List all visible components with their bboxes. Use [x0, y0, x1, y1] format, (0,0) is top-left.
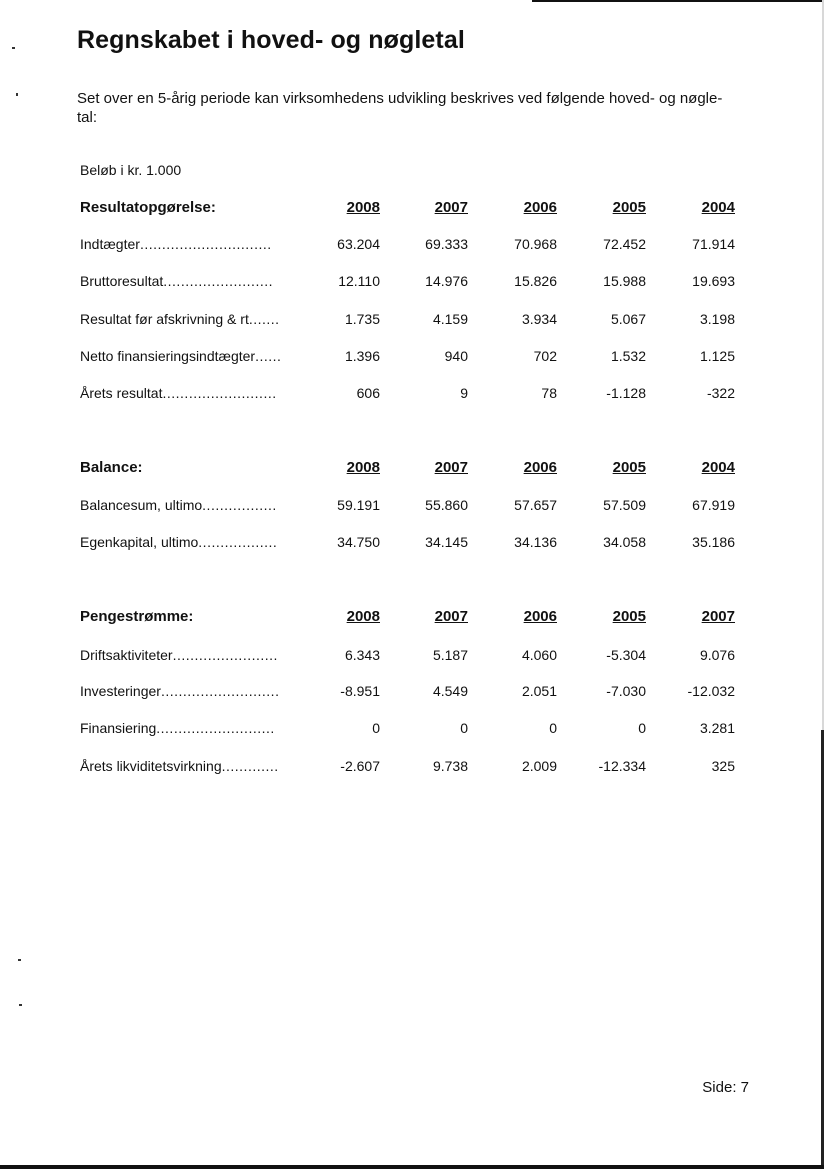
row-label: Årets likviditetsvirkning.............: [80, 758, 279, 774]
year-header: 2008: [346, 459, 380, 476]
cell-value: 6.343: [344, 647, 380, 663]
row-label: Egenkapital, ultimo..................: [80, 534, 278, 550]
cell-value: 3.934: [521, 311, 557, 327]
cell-value: 34.136: [514, 534, 557, 550]
row-label: Årets resultat..........................: [80, 385, 277, 401]
section-heading: Balance:: [80, 459, 143, 476]
year-header: 2004: [701, 199, 735, 216]
cell-value: -322: [706, 385, 735, 401]
year-header: 2008: [346, 608, 380, 625]
cell-value: 3.198: [699, 311, 735, 327]
cell-value: 57.657: [514, 497, 557, 513]
cell-value: 1.125: [699, 348, 735, 364]
cell-value: 9: [460, 385, 468, 401]
row-label: Resultat før afskrivning & rt.......: [80, 311, 280, 327]
year-header: 2007: [701, 608, 735, 625]
cell-value: 63.204: [337, 236, 380, 252]
intro-line-2: tal:: [77, 109, 98, 126]
cell-value: 0: [549, 720, 557, 736]
cell-value: -5.304: [606, 647, 646, 663]
cell-value: 15.988: [603, 273, 646, 289]
cell-value: 72.452: [603, 236, 646, 252]
cell-value: 67.919: [692, 497, 735, 513]
page-title: Regnskabet i hoved- og nøgletal: [77, 26, 465, 54]
intro-line-1: Set over en 5-årig periode kan virksomhedens udvikling beskrives ved følgende hoved- og nøgle-: [77, 90, 723, 107]
cell-value: 9.738: [432, 758, 468, 774]
cell-value: 35.186: [692, 534, 735, 550]
cell-value: 1.735: [344, 311, 380, 327]
year-header: 2008: [346, 199, 380, 216]
cell-value: 5.067: [610, 311, 646, 327]
scan-speck: [12, 47, 15, 49]
row-label: Indtægter..............................: [80, 236, 272, 252]
table-row: [80, 497, 740, 517]
row-label: Balancesum, ultimo.................: [80, 497, 277, 513]
cell-value: 70.968: [514, 236, 557, 252]
year-header: 2006: [523, 199, 557, 216]
cell-value: 34.750: [337, 534, 380, 550]
cell-value: 4.060: [521, 647, 557, 663]
year-header: 2005: [612, 199, 646, 216]
cell-value: 55.860: [425, 497, 468, 513]
cell-value: 78: [541, 385, 557, 401]
cell-value: -12.032: [687, 683, 735, 699]
row-label: Bruttoresultat.........................: [80, 273, 274, 289]
cell-value: 14.976: [425, 273, 468, 289]
year-header: 2004: [701, 459, 735, 476]
cell-value: 3.281: [699, 720, 735, 736]
cell-value: 2.051: [521, 683, 557, 699]
row-label: Investeringer...........................: [80, 683, 280, 699]
cell-value: -2.607: [340, 758, 380, 774]
cell-value: 69.333: [425, 236, 468, 252]
section-header-balance: [80, 459, 740, 479]
cell-value: 1.532: [610, 348, 646, 364]
cell-value: 325: [711, 758, 735, 774]
cell-value: 0: [460, 720, 468, 736]
year-header: 2007: [434, 459, 468, 476]
cell-value: 15.826: [514, 273, 557, 289]
unit-note: Beløb i kr. 1.000: [80, 162, 182, 178]
table-row: [80, 348, 740, 368]
year-header: 2007: [434, 199, 468, 216]
cell-value: 702: [533, 348, 557, 364]
section-header-resultat: [80, 199, 740, 219]
cell-value: 5.187: [432, 647, 468, 663]
year-header: 2005: [612, 459, 646, 476]
row-label: Finansiering...........................: [80, 720, 275, 736]
table-row: [80, 236, 740, 256]
cell-value: 4.159: [432, 311, 468, 327]
year-header: 2006: [523, 459, 557, 476]
cell-value: -1.128: [606, 385, 646, 401]
cell-value: 57.509: [603, 497, 646, 513]
table-row: [80, 311, 740, 331]
cell-value: 4.549: [432, 683, 468, 699]
section-heading: Pengestrømme:: [80, 608, 194, 625]
cell-value: 34.058: [603, 534, 646, 550]
scan-speck: [18, 959, 21, 961]
year-header: 2006: [523, 608, 557, 625]
page-number: Side: 7: [702, 1079, 749, 1096]
cell-value: 59.191: [337, 497, 380, 513]
cell-value: 606: [356, 385, 380, 401]
cell-value: 1.396: [344, 348, 380, 364]
cell-value: 19.693: [692, 273, 735, 289]
cell-value: 9.076: [699, 647, 735, 663]
table-row: [80, 647, 740, 667]
table-row: [80, 720, 740, 740]
scan-edge-top: [532, 0, 824, 2]
scan-speck: [16, 93, 18, 96]
scan-edge-bottom: [0, 1165, 824, 1169]
intro-paragraph: [77, 89, 757, 127]
cell-value: 0: [638, 720, 646, 736]
table-row: [80, 534, 740, 554]
table-row: [80, 683, 740, 703]
cell-value: 12.110: [338, 273, 380, 289]
table-row: [80, 273, 740, 293]
table-row: [80, 385, 740, 405]
section-heading: Resultatopgørelse:: [80, 199, 216, 216]
scan-speck: [19, 1004, 22, 1006]
year-header: 2005: [612, 608, 646, 625]
cell-value: 34.145: [425, 534, 468, 550]
section-header-penge: [80, 608, 740, 628]
row-label: Netto finansieringsindtægter......: [80, 348, 282, 364]
cell-value: -8.951: [340, 683, 380, 699]
cell-value: 940: [444, 348, 468, 364]
cell-value: -12.334: [598, 758, 646, 774]
cell-value: 2.009: [521, 758, 557, 774]
cell-value: -7.030: [606, 683, 646, 699]
table-row: [80, 758, 740, 778]
cell-value: 71.914: [692, 236, 735, 252]
year-header: 2007: [434, 608, 468, 625]
row-label: Driftsaktiviteter........................: [80, 647, 278, 663]
cell-value: 0: [372, 720, 380, 736]
